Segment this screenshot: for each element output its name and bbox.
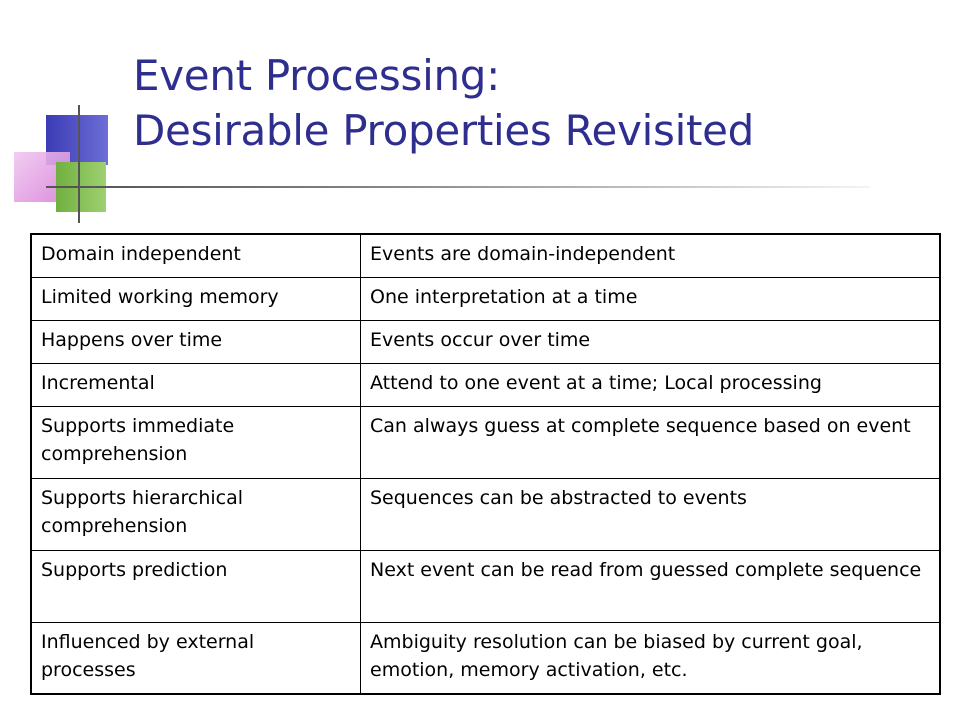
property-cell: Domain independent bbox=[31, 234, 361, 277]
table-row bbox=[31, 320, 940, 363]
property-cell: Limited working memory bbox=[31, 277, 361, 320]
slide-title-line-2: Desirable Properties Revisited bbox=[133, 106, 755, 155]
description-cell: One interpretation at a time bbox=[361, 277, 941, 320]
property-cell: Happens over time bbox=[31, 320, 361, 363]
table-row bbox=[31, 363, 940, 406]
description-cell: Ambiguity resolution can be biased by current goal, emotion, memory activation, etc. bbox=[361, 622, 941, 694]
title-underline bbox=[80, 186, 870, 188]
property-cell: Incremental bbox=[31, 363, 361, 406]
properties-table bbox=[30, 233, 941, 695]
table-row bbox=[31, 478, 940, 550]
property-cell: Supports prediction bbox=[31, 550, 361, 622]
description-cell: Sequences can be abstracted to events bbox=[361, 478, 941, 550]
property-cell: Influenced by external processes bbox=[31, 622, 361, 694]
table-row bbox=[31, 550, 940, 622]
slide-title-line-1: Event Processing: bbox=[133, 51, 500, 100]
description-cell: Attend to one event at a time; Local processing bbox=[361, 363, 941, 406]
table-row bbox=[31, 277, 940, 320]
description-cell: Events are domain-independent bbox=[361, 234, 941, 277]
slide-title bbox=[133, 48, 754, 158]
table-row bbox=[31, 406, 940, 478]
decorative-vertical-line bbox=[78, 105, 80, 223]
description-cell: Next event can be read from guessed complete sequence bbox=[361, 550, 941, 622]
description-cell: Can always guess at complete sequence based on event bbox=[361, 406, 941, 478]
table-row bbox=[31, 234, 940, 277]
property-cell: Supports hierarchical comprehension bbox=[31, 478, 361, 550]
table-row bbox=[31, 622, 940, 694]
decorative-short-line bbox=[46, 186, 80, 188]
property-cell: Supports immediate comprehension bbox=[31, 406, 361, 478]
description-cell: Events occur over time bbox=[361, 320, 941, 363]
